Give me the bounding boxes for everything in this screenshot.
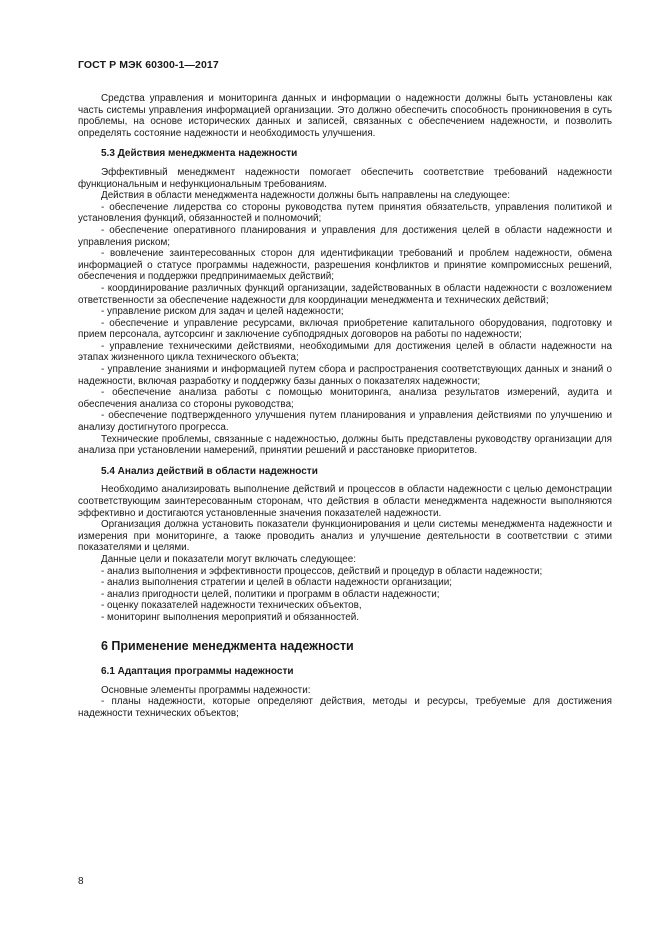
s61-paragraph-1: Основные элементы программы надежности:: [101, 684, 311, 696]
page-content: [78, 93, 612, 720]
s53-paragraph-3: Технические проблемы, связанные с надежностью, должны быть представлены руководству организации для анализа при установлении намерений, принятии решений и расстановке приоритетов.: [78, 433, 612, 457]
list-item: - обеспечение подтвержденного улучшения путем планирования и управления действиями по улучшению и анализу достигнутого прогресса.: [78, 410, 612, 434]
document-header: ГОСТ Р МЭК 60300-1—2017: [78, 59, 219, 71]
list-item: - управление знаниями и информацией путем сбора и распространения соответствующих данных и знаний о надежности, включая разработку и поддержку базы данных о показателях надежности;: [78, 364, 612, 387]
section-6-title: 6 Применение менеджмента надежности: [101, 638, 354, 653]
s54-paragraph-1: Необходимо анализировать выполнение действий и процессов в области надежности с целью демонстрации соответствующим заинтересованным сторонам, что действия в области менеджмента надежности выполняются эффективно и достигаются установленные значения показателей надежности.: [78, 484, 612, 519]
s54-paragraph-2: Организация должна установить показатели функционирования и цели системы менеджмента надежности и измерения при мониторинге, а также проводить анализ и улучшение деятельности в соответствии с этими показателями и целями.: [78, 519, 612, 554]
list-item: - вовлечение заинтересованных сторон для идентификации требований и проблем надежности, обмена информацией о статусе программы надежности, разрешения конфликтов и принятие компромиссных решений, обеспечения и поддержки предпринимаемых действий;: [78, 248, 612, 283]
list-item: - управление техническими действиями, необходимыми для достижения целей в области надежности на этапах жизненного цикла технического объекта;: [78, 340, 612, 364]
section-5-3-title: 5.3 Действия менеджмента надежности: [101, 148, 298, 160]
list-item: - мониторинг выполнения мероприятий и обязанностей.: [101, 611, 360, 623]
list-item: - планы надежности, которые определяют действия, методы и ресурсы, требуемые для достижения надежности технических объектов;: [78, 696, 612, 719]
section-5-4-title: 5.4 Анализ действий в области надежности: [101, 465, 318, 477]
section-6-1-title: 6.1 Адаптация программы надежности: [101, 666, 294, 678]
list-item: - обеспечение оперативного планирования и управления для достижения целей в области надежности и управления риском;: [78, 224, 612, 248]
list-item: - анализ выполнения и эффективности процессов, действий и процедур в области надежности;: [101, 565, 543, 577]
list-item: - координирование различных функций организации, задействованных в области надежности с возложением ответственности за обеспечение надежности для координации менеджмента и технических действий;: [78, 282, 612, 306]
list-item: - обеспечение лидерства со стороны руководства путем принятия обязательств, управления политикой и установления функций, обязанностей и полномочий;: [78, 201, 612, 225]
list-item: - обеспечение анализа работы с помощью мониторинга, анализа результатов измерений, аудита и обеспечения анализа со стороны руководства;: [78, 387, 612, 410]
intro-paragraph: Средства управления и мониторинга данных и информации о надежности должны быть установлены как часть системы управления информацией организации. Это должно обеспечить способность проникновения в суть проблемы, на основе исторических данных и записей, связанных с обеспечением надежности, и позволить определять состояние надежности и необходимость улучшения.: [78, 93, 612, 139]
s54-paragraph-3: Данные цели и показатели могут включать следующее:: [101, 553, 356, 565]
list-item: - управление риском для задач и целей надежности;: [101, 306, 344, 318]
list-item: - анализ выполнения стратегии и целей в области надежности организации;: [101, 577, 453, 589]
page-number: 8: [78, 876, 84, 887]
s53-paragraph-2: Действия в области менеджмента надежности должны быть направлены на следующее:: [101, 190, 511, 202]
s53-paragraph-1: Эффективный менеджмент надежности помогает обеспечить соответствие требований надежности функциональным и нефункциональным требованиям.: [78, 166, 612, 190]
list-item: - оценку показателей надежности технических объектов,: [101, 600, 362, 612]
list-item: - анализ пригодности целей, политики и программ в области надежности;: [101, 588, 440, 600]
list-item: - обеспечение и управление ресурсами, включая приобретение капитального оборудования, подготовку и прием персонала, аутсорсинг и заключение субподрядных договоров на работы по надежности;: [78, 317, 612, 341]
